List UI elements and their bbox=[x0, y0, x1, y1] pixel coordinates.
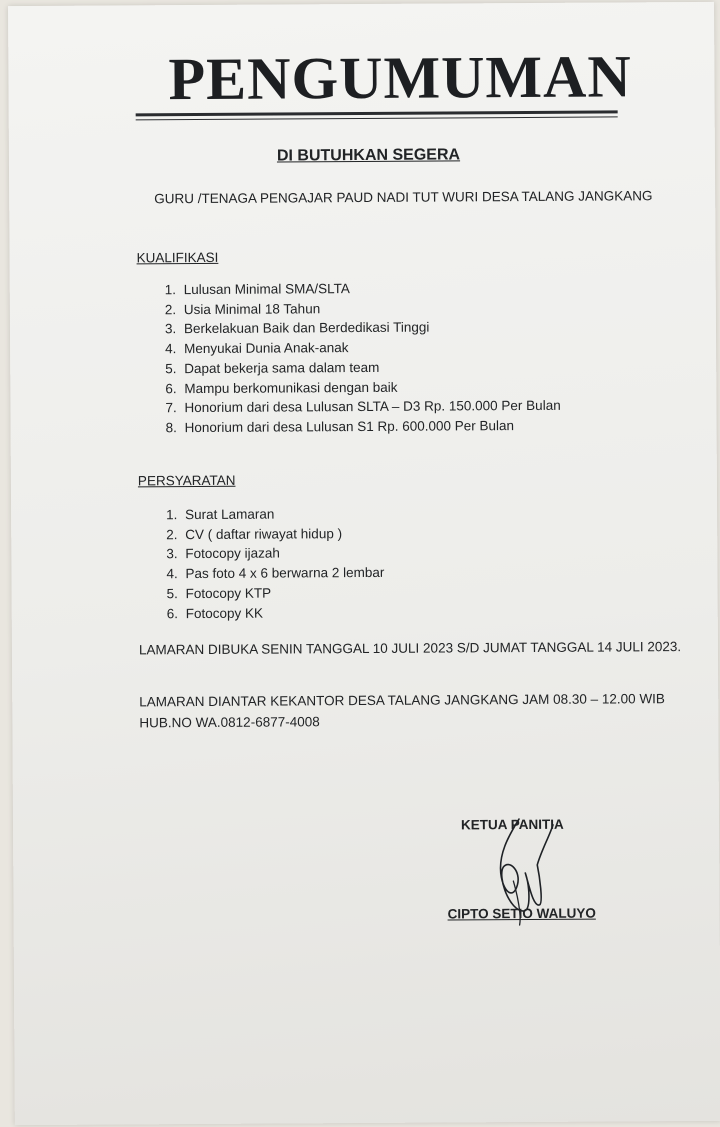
delivery-notice: LAMARAN DIANTAR KEKANTOR DESA TALANG JANGKANG JAM 08.30 – 12.00 WIB bbox=[139, 691, 665, 710]
section-title-persyaratan: PERSYARATAN bbox=[137, 472, 236, 489]
list-item: 6. Mampu berkomunikasi dengan baik bbox=[180, 376, 560, 398]
list-item: 1. Lulusan Minimal SMA/SLTA bbox=[180, 278, 560, 300]
persyaratan-list bbox=[154, 504, 385, 624]
list-item: 7. Honorium dari desa Lulusan SLTA – D3 Rp. 150.000 Per Bulan bbox=[180, 396, 560, 418]
kualifikasi-list bbox=[153, 278, 561, 438]
subtitle: DI BUTUHKAN SEGERA bbox=[276, 146, 461, 165]
list-item: 2. Usia Minimal 18 Tahun bbox=[180, 297, 560, 319]
list-item: 6. Fotocopy KK bbox=[182, 602, 385, 623]
list-item: 4. Pas foto 4 x 6 berwarna 2 lembar bbox=[181, 563, 384, 584]
title-underline-thin bbox=[136, 116, 618, 120]
job-position: GURU /TENAGA PENGAJAR PAUD NADI TUT WURI DESA TALANG JANGKANG bbox=[154, 188, 653, 207]
list-item: 5. Fotocopy KTP bbox=[182, 583, 385, 604]
list-item: 3. Berkelakuan Baik dan Berdedikasi Tinggi bbox=[180, 317, 560, 339]
list-item: 2. CV ( daftar riwayat hidup ) bbox=[181, 524, 384, 545]
announcement-paper bbox=[8, 2, 720, 1125]
page-title: PENGUMUMAN bbox=[168, 43, 632, 113]
opening-notice: LAMARAN DIBUKA SENIN TANGGAL 10 JULI 2023 S/D JUMAT TANGGAL 14 JULI 2023. bbox=[138, 639, 682, 658]
list-item: 3. Fotocopy ijazah bbox=[181, 543, 384, 564]
list-item: 8. Honorium dari desa Lulusan S1 Rp. 600.000 Per Bulan bbox=[181, 416, 561, 438]
list-item: 5. Dapat bekerja sama dalam team bbox=[180, 357, 560, 379]
section-title-kualifikasi: KUALIFIKASI bbox=[136, 249, 219, 266]
signatory-role: KETUA PANITIA bbox=[460, 816, 564, 833]
signatory-name: CIPTO SETIO WALUYO bbox=[447, 905, 596, 922]
contact-number: HUB.NO WA.0812-6877-4008 bbox=[139, 714, 320, 731]
list-item: 1. Surat Lamaran bbox=[181, 504, 384, 525]
list-item: 4. Menyukai Dunia Anak-anak bbox=[180, 337, 560, 359]
